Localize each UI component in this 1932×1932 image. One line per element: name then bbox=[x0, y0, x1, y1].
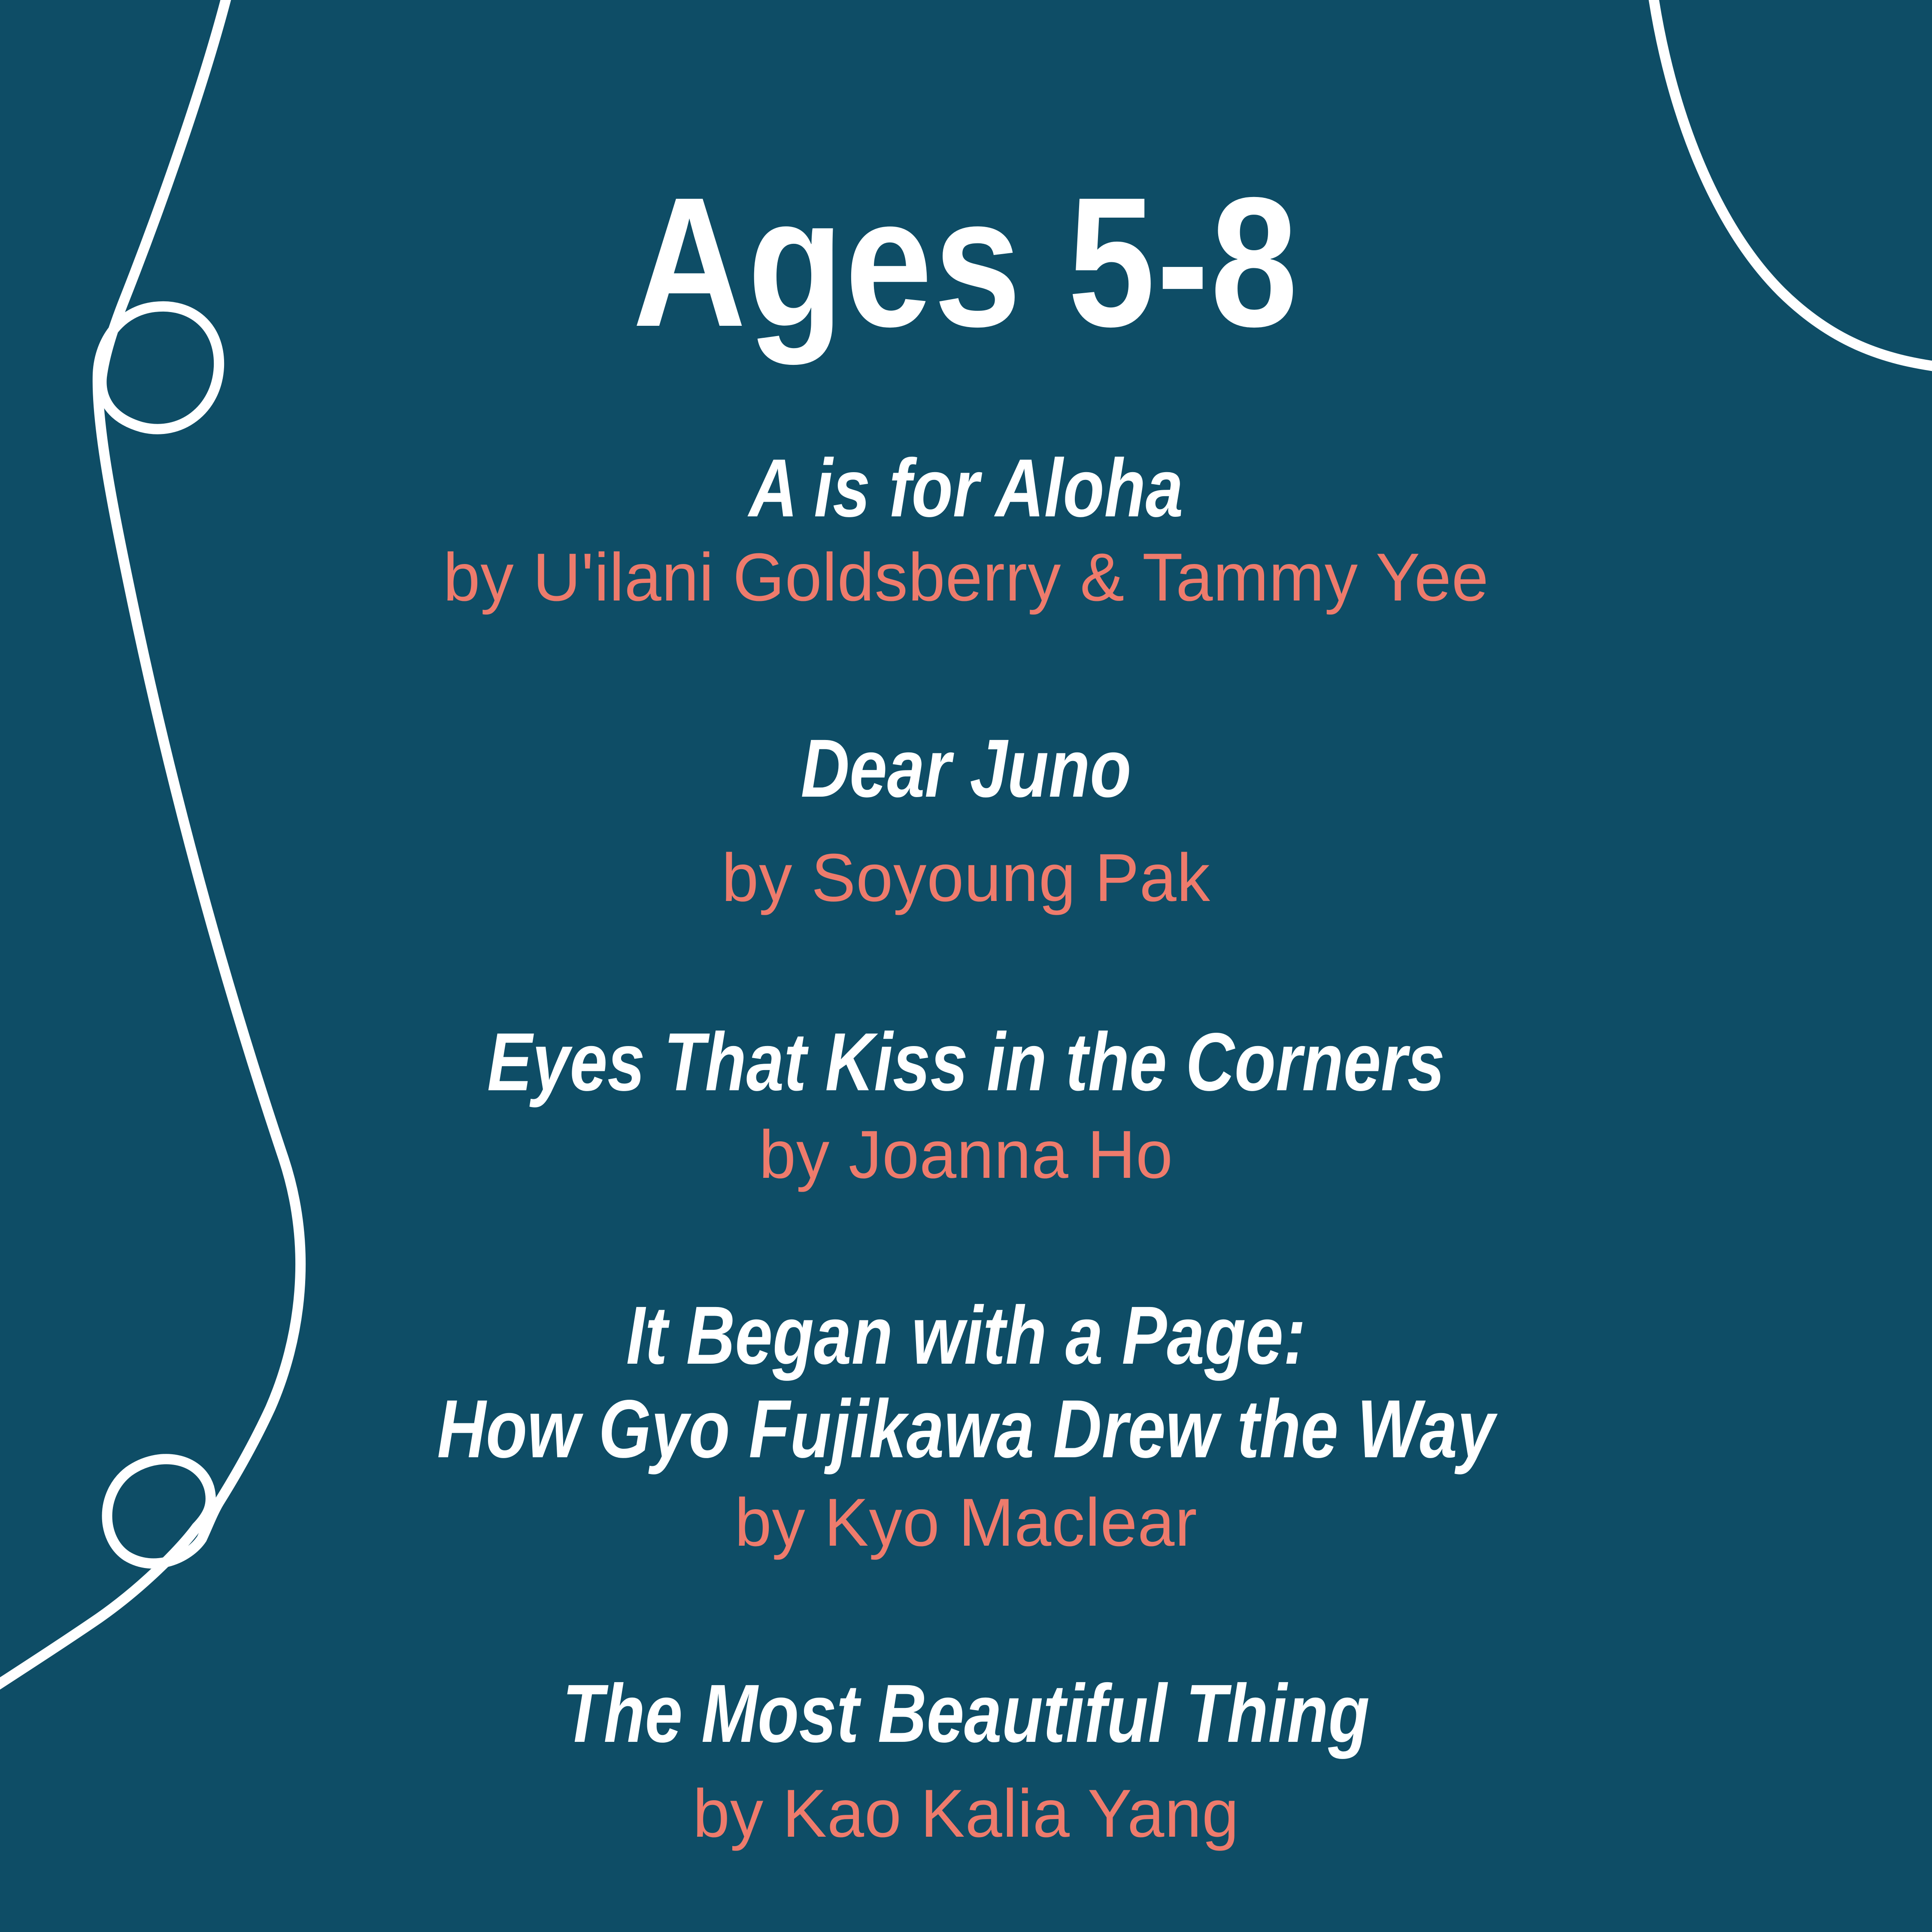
book-title: A is for Aloha bbox=[749, 442, 1183, 534]
book-title: The Most Beautiful Thing bbox=[562, 1667, 1370, 1759]
book-author: by Soyoung Pak bbox=[722, 840, 1210, 916]
book-author: by U'ilani Goldsberry & Tammy Yee bbox=[443, 540, 1489, 615]
book-author: by Kao Kalia Yang bbox=[693, 1776, 1239, 1851]
book-title: Eyes That Kiss in the Corners bbox=[487, 1016, 1445, 1108]
book-author: by Joanna Ho bbox=[759, 1117, 1173, 1192]
book-author: by Kyo Maclear bbox=[734, 1485, 1198, 1560]
book-title: Dear Juno bbox=[801, 722, 1131, 814]
book-title: It Began with a Page: bbox=[626, 1289, 1306, 1381]
page-title: Ages 5-8 bbox=[633, 159, 1299, 365]
book-title: How Gyo Fujikawa Drew the Way bbox=[437, 1383, 1495, 1475]
